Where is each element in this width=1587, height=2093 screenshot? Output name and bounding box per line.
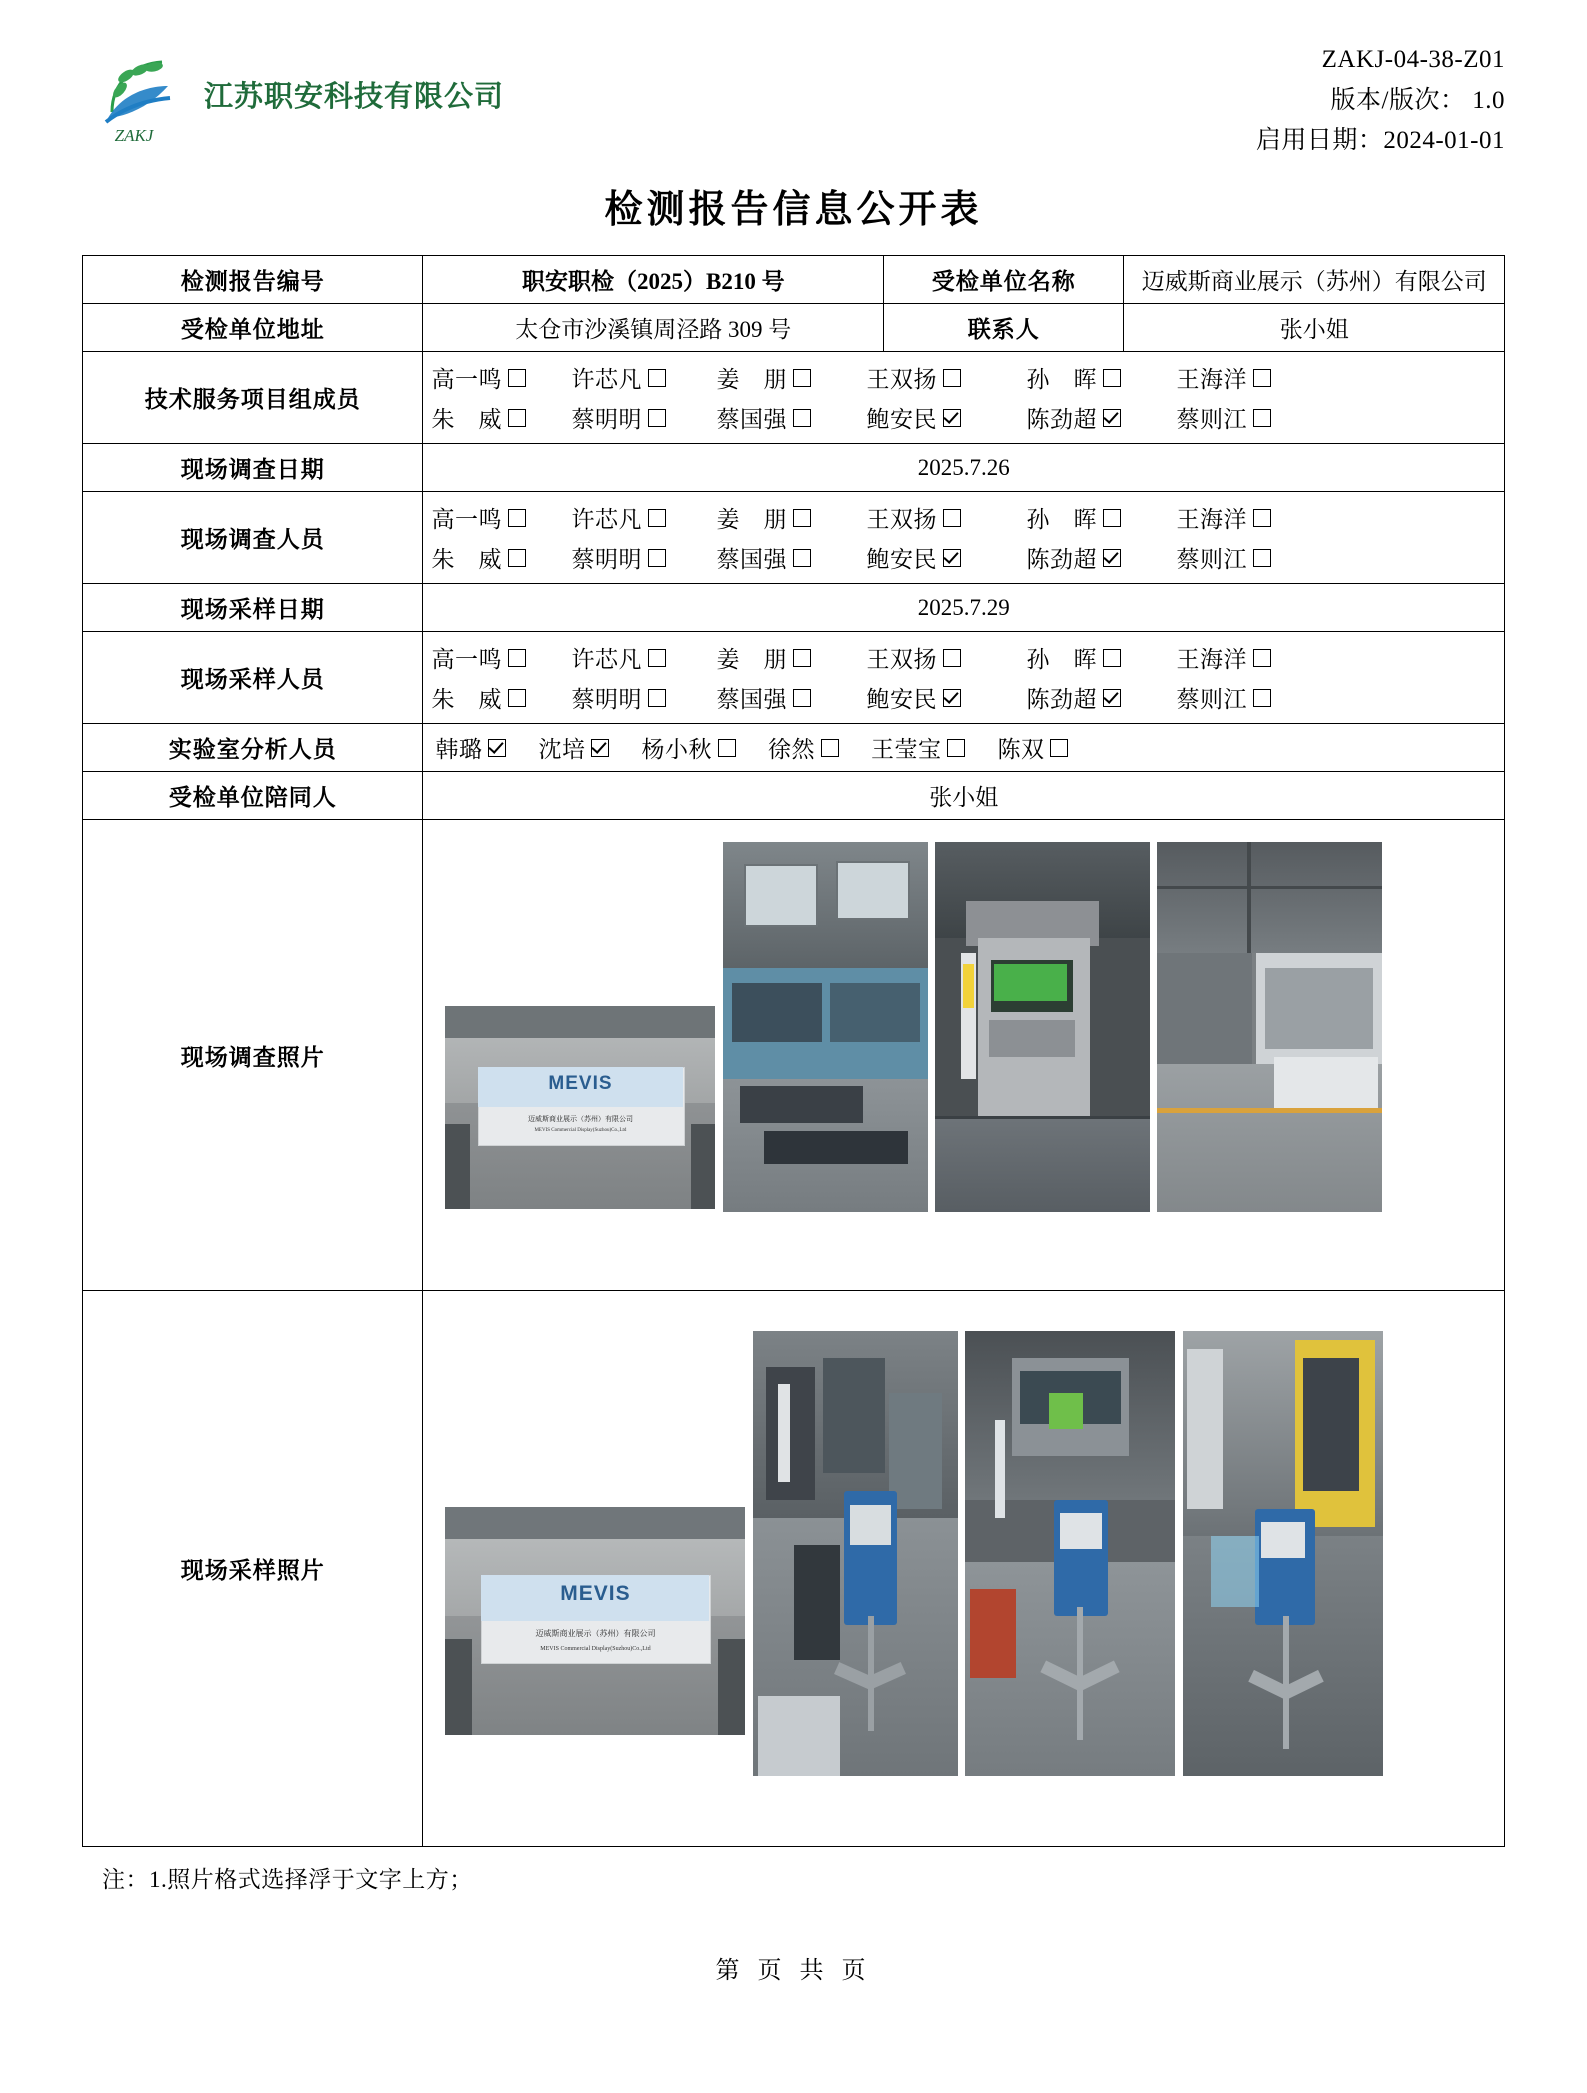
member-item[interactable] [641,731,736,764]
member-name: 朱 威 [431,407,502,432]
member-name: 韩璐 [435,737,483,762]
member-name: 姜 朋 [716,367,787,392]
member-name: 陈劲超 [1026,547,1097,572]
photo-robot-welding[interactable] [1183,1331,1383,1776]
member-checkbox[interactable] [648,409,666,427]
member-row [431,681,1496,714]
member-name: 徐然 [767,737,815,762]
member-name: 鲍安民 [866,407,937,432]
table-row [83,304,1505,352]
sampling-photos-cell [423,1291,1505,1847]
member-name: 陈劲超 [1026,407,1097,432]
member-row [431,541,1496,574]
member-name: 蔡国强 [716,687,787,712]
member-checkbox[interactable] [1253,409,1271,427]
member-row [431,361,1496,394]
company-logo-icon [82,42,186,146]
member-row [431,641,1496,674]
sampling-date-value: 2025.7.29 [423,584,1505,632]
document-header [82,34,1505,152]
member-item[interactable] [866,681,1026,714]
member-item[interactable] [997,731,1068,764]
table-row [83,772,1505,820]
client-address-value: 太仓市沙溪镇周泾路 309 号 [423,304,884,352]
member-name: 孙 晖 [1026,647,1097,672]
member-item[interactable] [866,361,1026,394]
member-row [431,401,1496,434]
member-name: 许芯凡 [571,647,642,672]
member-checkbox[interactable] [1253,509,1271,527]
contact-value: 张小姐 [1124,304,1505,352]
member-checkbox[interactable] [947,739,965,757]
member-checkbox[interactable] [943,649,961,667]
member-checkbox[interactable] [1103,549,1121,567]
member-checkbox[interactable] [648,369,666,387]
member-name: 孙 晖 [1026,367,1097,392]
member-checkbox[interactable] [943,509,961,527]
member-item[interactable] [435,731,506,764]
member-checkbox[interactable] [793,549,811,567]
member-name: 高一鸣 [431,647,502,672]
member-checkbox[interactable] [943,549,961,567]
member-name: 蔡国强 [716,547,787,572]
member-name: 蔡明明 [571,547,642,572]
photo-factory-sign[interactable] [445,1006,715,1209]
table-row [83,492,1505,584]
member-name: 许芯凡 [571,367,642,392]
member-checkbox[interactable] [1103,409,1121,427]
page-title: 检测报告信息公开表 [604,189,983,231]
member-name: 高一鸣 [431,507,502,532]
member-checkbox[interactable] [943,689,961,707]
member-item[interactable] [1026,361,1176,394]
photo-factory-sign[interactable] [445,1507,745,1735]
member-item[interactable] [866,641,1026,674]
member-checkbox[interactable] [793,409,811,427]
member-item[interactable] [431,541,571,574]
member-name: 高一鸣 [431,367,502,392]
client-address-label: 受检单位地址 [83,304,423,352]
member-item[interactable] [716,401,866,434]
member-item[interactable] [571,541,716,574]
lab-staff-grid [431,731,1496,764]
member-item[interactable] [871,731,966,764]
plate-brand: MEVIS [548,1072,613,1094]
table-row [83,1291,1505,1847]
member-item[interactable] [571,641,716,674]
member-checkbox[interactable] [1253,549,1271,567]
member-checkbox[interactable] [793,689,811,707]
member-name: 朱 威 [431,687,502,712]
photo-coating-machine[interactable] [935,842,1150,1212]
member-name: 蔡则江 [1176,547,1247,572]
table-row [83,256,1505,304]
member-item[interactable] [768,731,839,764]
lab-staff-cell [423,724,1505,772]
footnote: 注：1.照片格式选择浮于文字上方； [102,1867,473,1892]
contact-label: 联系人 [884,304,1124,352]
member-name: 鲍安民 [866,687,937,712]
member-item[interactable] [716,501,866,534]
report-no-label: 检测报告编号 [83,256,423,304]
page-footer: 第 页 共 页 [715,1958,872,1984]
survey-staff-cell [423,492,1505,584]
member-row [431,501,1496,534]
member-checkbox[interactable] [648,549,666,567]
table-row [83,724,1505,772]
plate-en-text: MEVIS Commercial Display(Suzhou)Co.,Ltd [534,1127,627,1133]
member-item[interactable] [866,501,1026,534]
photo-plant-corridor[interactable] [1157,842,1382,1212]
survey-photos-label: 现场调查照片 [83,820,423,1291]
survey-date-value: 2025.7.26 [423,444,1505,492]
lab-staff-label: 实验室分析人员 [83,724,423,772]
member-checkbox[interactable] [508,649,526,667]
sampling-date-label: 现场采样日期 [83,584,423,632]
plate-brand: MEVIS [560,1582,631,1606]
photo-sampler-tripod[interactable] [965,1331,1175,1776]
member-checkbox[interactable] [793,369,811,387]
member-checkbox[interactable] [508,549,526,567]
member-checkbox[interactable] [943,409,961,427]
team-label: 技术服务项目组成员 [83,352,423,444]
member-checkbox[interactable] [1253,649,1271,667]
sampling-photo-strip [423,1291,1504,1846]
sampling-staff-label: 现场采样人员 [83,632,423,724]
member-item[interactable] [431,501,571,534]
member-checkbox[interactable] [508,369,526,387]
table-row [83,584,1505,632]
member-item[interactable] [571,501,716,534]
member-name: 王双扬 [866,367,937,392]
member-checkbox[interactable] [821,739,839,757]
member-name: 姜 朋 [716,647,787,672]
survey-staff-label: 现场调查人员 [83,492,423,584]
member-item[interactable] [1176,541,1326,574]
photo-welding-sampling[interactable] [753,1331,958,1776]
member-checkbox[interactable] [1103,369,1121,387]
header-meta [1256,34,1505,162]
survey-photos-cell [423,820,1505,1291]
member-item[interactable] [571,681,716,714]
plate-en-text: MEVIS Commercial Display(Suzhou)Co.,Ltd [540,1646,651,1653]
member-item[interactable] [1026,681,1176,714]
member-item[interactable] [716,681,866,714]
member-item[interactable] [1026,501,1176,534]
member-item[interactable] [866,541,1026,574]
member-name: 鲍安民 [866,547,937,572]
member-name: 沈培 [538,737,586,762]
member-checkbox[interactable] [508,689,526,707]
member-item[interactable] [866,401,1026,434]
member-item[interactable] [716,541,866,574]
sampling-staff-cell [423,632,1505,724]
member-checkbox[interactable] [488,739,506,757]
member-name: 蔡则江 [1176,687,1247,712]
member-item[interactable] [431,401,571,434]
member-item[interactable] [431,681,571,714]
member-name: 蔡明明 [571,407,642,432]
doc-version: 版本/版次： 1.0 [1330,86,1505,114]
table-row [83,444,1505,492]
member-name: 陈劲超 [1026,687,1097,712]
member-name: 许芯凡 [571,507,642,532]
member-checkbox[interactable] [648,509,666,527]
member-name: 杨小秋 [641,737,712,762]
member-name: 蔡则江 [1176,407,1247,432]
member-checkbox[interactable] [793,649,811,667]
member-item[interactable] [1026,401,1176,434]
report-info-table [82,255,1505,1847]
member-checkbox[interactable] [591,739,609,757]
member-name: 王双扬 [866,507,937,532]
table-row [83,820,1505,1291]
member-checkbox[interactable] [648,689,666,707]
team-members-grid [431,359,1496,436]
brand-block [82,34,504,146]
member-checkbox[interactable] [508,409,526,427]
member-item[interactable] [538,731,609,764]
member-item[interactable] [1026,641,1176,674]
member-name: 姜 朋 [716,507,787,532]
member-checkbox[interactable] [1050,739,1068,757]
member-name: 蔡明明 [571,687,642,712]
member-name: 陈双 [997,737,1045,762]
survey-date-label: 现场调查日期 [83,444,423,492]
member-name: 朱 威 [431,547,502,572]
member-checkbox[interactable] [1103,509,1121,527]
company-name: 江苏职安科技有限公司 [204,80,505,113]
member-item[interactable] [1176,361,1326,394]
survey-photo-strip [423,820,1504,1290]
member-item[interactable] [716,641,866,674]
svg-text:ZAKJ: ZAKJ [114,126,154,145]
client-name-label: 受检单位名称 [884,256,1124,304]
member-checkbox[interactable] [943,369,961,387]
member-item[interactable] [1176,641,1326,674]
member-item[interactable] [431,361,571,394]
member-item[interactable] [1176,501,1326,534]
sampling-staff-grid [431,639,1496,716]
team-members-cell [423,352,1505,444]
member-item[interactable] [1026,541,1176,574]
member-item[interactable] [571,401,716,434]
member-item[interactable] [1176,681,1326,714]
table-row [83,352,1505,444]
member-name: 蔡国强 [716,407,787,432]
member-checkbox[interactable] [508,509,526,527]
member-checkbox[interactable] [1253,689,1271,707]
member-checkbox[interactable] [1103,689,1121,707]
member-item[interactable] [571,361,716,394]
member-name: 王海洋 [1176,647,1247,672]
member-checkbox[interactable] [1253,369,1271,387]
report-no-value: 职安职检（2025）B210 号 [423,256,884,304]
doc-effective-date: 启用日期：2024-01-01 [1255,127,1505,154]
member-checkbox[interactable] [648,649,666,667]
client-name-value: 迈威斯商业展示（苏州）有限公司 [1124,256,1505,304]
sampling-photos-label: 现场采样照片 [83,1291,423,1847]
escort-label: 受检单位陪同人 [83,772,423,820]
member-item[interactable] [716,361,866,394]
member-item[interactable] [431,641,571,674]
doc-code: ZAKJ-04-38-Z01 [1321,46,1505,73]
plate-cn-text: 迈威斯商业展示（苏州）有限公司 [527,1114,633,1123]
member-checkbox[interactable] [1103,649,1121,667]
member-checkbox[interactable] [718,739,736,757]
survey-staff-grid [431,499,1496,576]
escort-value: 张小姐 [423,772,1505,820]
member-checkbox[interactable] [793,509,811,527]
plate-cn-text: 迈威斯商业展示（苏州）有限公司 [535,1628,656,1638]
member-name: 王海洋 [1176,367,1247,392]
member-item[interactable] [1176,401,1326,434]
member-name: 王莹宝 [870,737,942,762]
table-row [83,632,1505,724]
member-name: 孙 晖 [1026,507,1097,532]
member-name: 王海洋 [1176,507,1247,532]
member-name: 王双扬 [866,647,937,672]
photo-workshop-bench[interactable] [723,842,928,1212]
